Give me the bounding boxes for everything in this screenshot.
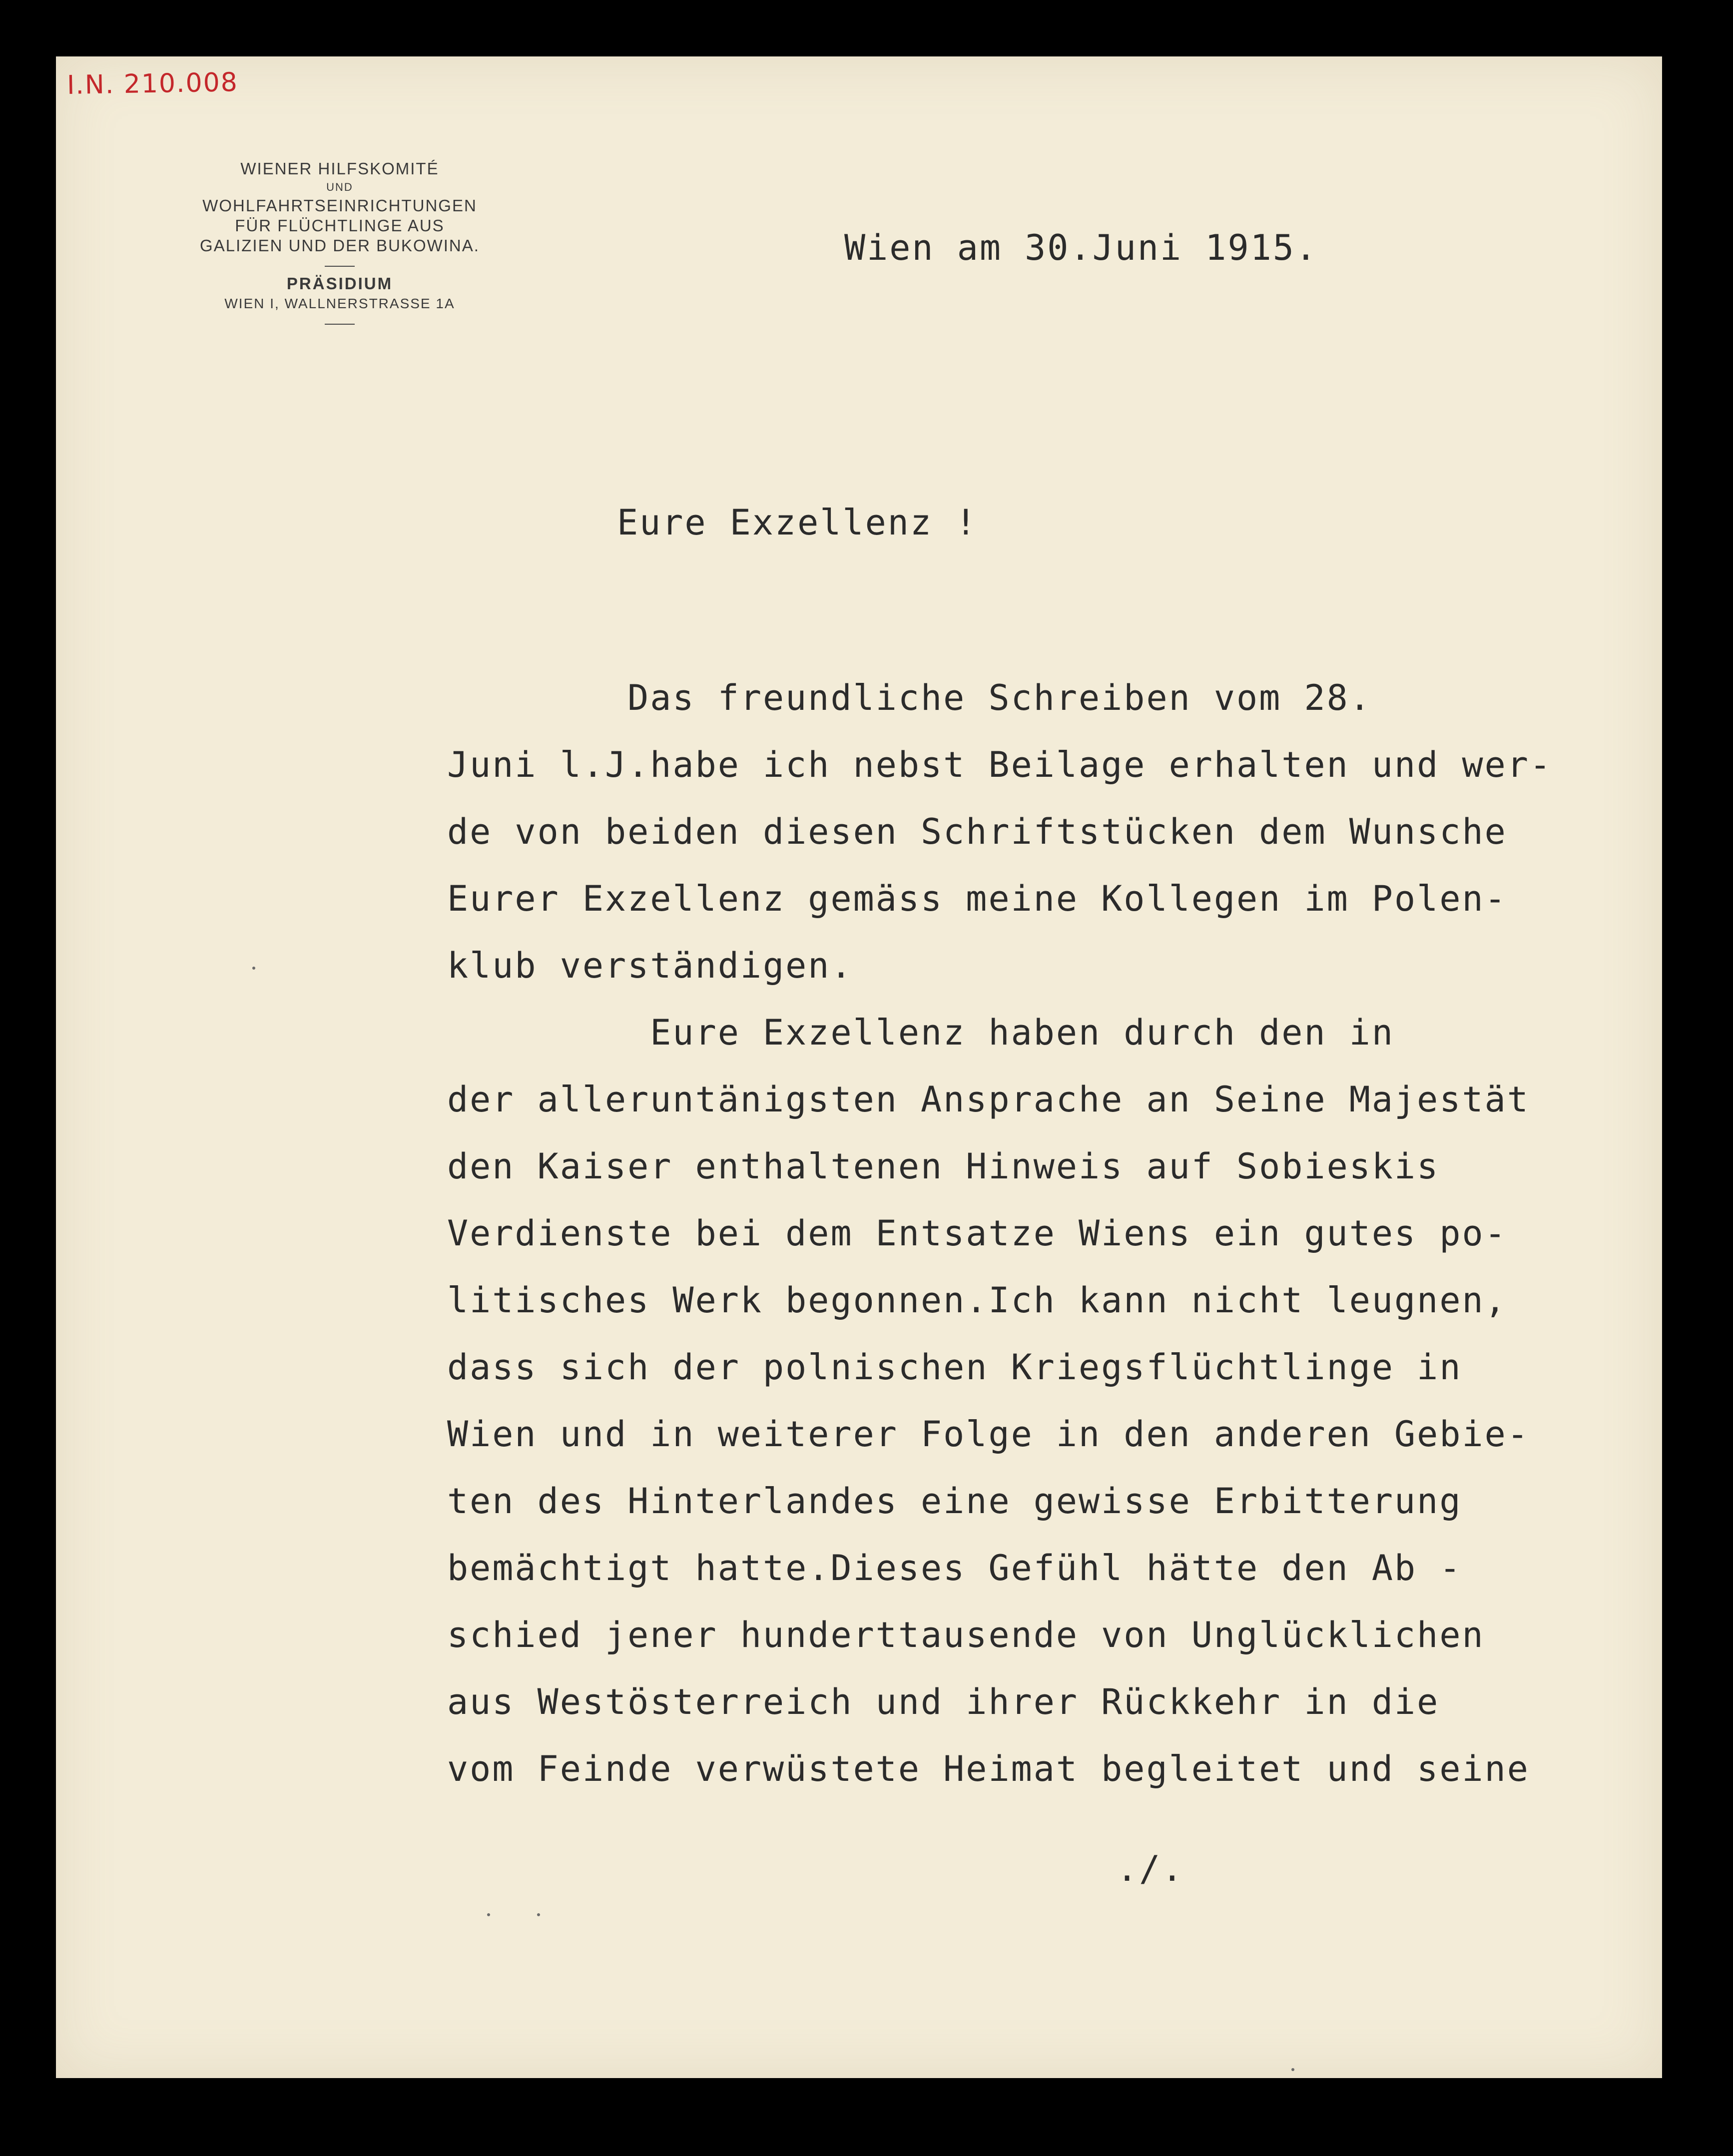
paper-speck xyxy=(487,1913,490,1916)
body-line: Eure Exzellenz haben durch den in xyxy=(447,1012,1395,1053)
body-line: Das freundliche Schreiben vom 28. xyxy=(447,677,1372,718)
body-line: de von beiden diesen Schriftstücken dem Wunsche xyxy=(447,811,1507,852)
body-line: klub verständigen. xyxy=(447,945,853,986)
body-line: Juni l.J.habe ich nebst Beilage erhalten und wer- xyxy=(447,744,1553,785)
letterhead-address: WIEN I, WALLNERSTRASSE 1A xyxy=(224,296,455,311)
body-line: dass sich der polnischen Kriegsflüchtlinge in xyxy=(447,1347,1462,1388)
letterhead-line-2: UND xyxy=(326,181,353,193)
letterhead-line-4: FÜR FLÜCHTLINGE AUS xyxy=(235,216,445,235)
archive-reference-stamp: I.N. 210.008 xyxy=(66,67,239,100)
paper-speck xyxy=(252,967,255,970)
letterhead-line-5: GALIZIEN UND DER BUKOWINA. xyxy=(200,236,480,255)
body-line: aus Westösterreich und ihrer Rückkehr in die xyxy=(447,1681,1440,1722)
paper-speck xyxy=(537,1913,540,1916)
letterhead-divider-bottom xyxy=(325,324,355,325)
date-line: Wien am 30.Juni 1915. xyxy=(844,227,1318,268)
body-line: den Kaiser enthaltenen Hinweis auf Sobieskis xyxy=(447,1146,1440,1187)
salutation: Eure Exzellenz ! xyxy=(617,502,978,543)
letter-body xyxy=(447,664,1552,1802)
body-line: bemächtigt hatte.Dieses Gefühl hätte den Ab - xyxy=(447,1548,1462,1589)
body-line: vom Feinde verwüstete Heimat begleitet und seine xyxy=(447,1748,1530,1789)
body-line: Eurer Exzellenz gemäss meine Kollegen im Polen- xyxy=(447,878,1507,919)
body-line: der alleruntänigsten Ansprache an Seine Majestät xyxy=(447,1079,1530,1120)
continuation-mark: ./. xyxy=(1117,1848,1184,1889)
body-line: schied jener hunderttausende von Unglücklichen xyxy=(447,1615,1485,1655)
letterhead-office: PRÄSIDIUM xyxy=(286,274,393,293)
letterhead-line-3: WOHLFAHRTSEINRICHTUNGEN xyxy=(202,196,477,215)
letterhead-divider xyxy=(325,266,355,267)
body-line: Verdienste bei dem Entsatze Wiens ein gutes po- xyxy=(447,1213,1507,1254)
paper-speck xyxy=(1291,2068,1294,2071)
letterhead-line-1: WIENER HILFSKOMITÉ xyxy=(240,159,439,178)
body-line: litisches Werk begonnen.Ich kann nicht leugnen, xyxy=(447,1280,1507,1321)
body-line: Wien und in weiterer Folge in den anderen Gebie- xyxy=(447,1414,1530,1455)
letterhead xyxy=(165,159,515,332)
body-line: ten des Hinterlandes eine gewisse Erbitterung xyxy=(447,1481,1462,1522)
